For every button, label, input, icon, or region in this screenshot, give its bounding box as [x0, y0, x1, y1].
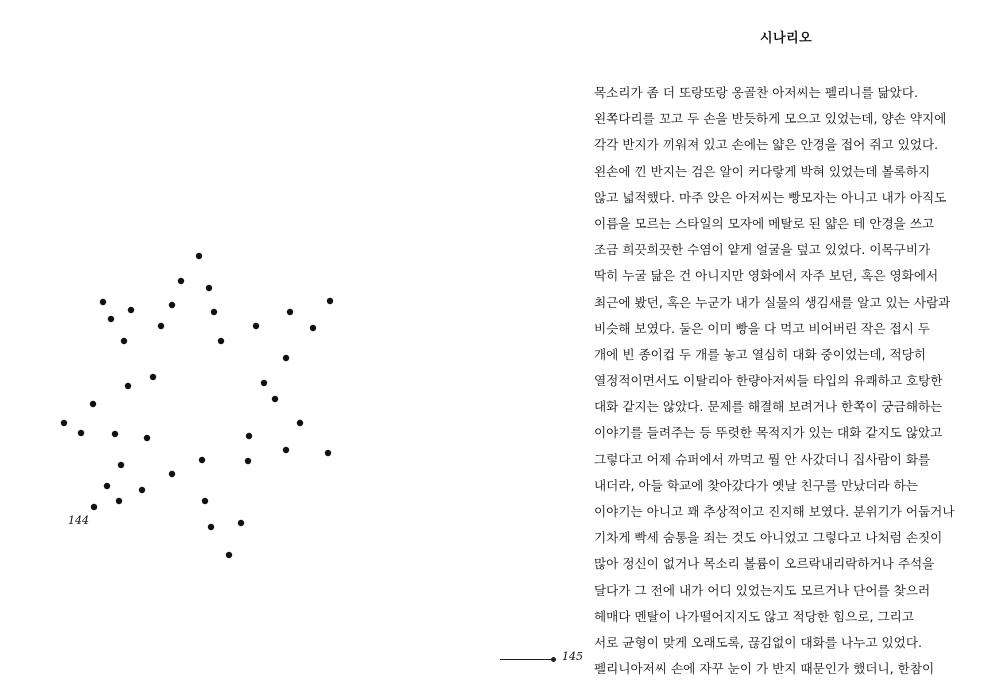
text-line: 열정적이면서도 이탈리아 한량아저씨들 타입의 유쾌하고 호탕한	[594, 373, 943, 389]
page-number-right: 145	[562, 650, 583, 663]
text-line: 이야기를 들려주는 등 뚜렷한 목적지가 있는 대화 같지도 않았고	[594, 425, 943, 441]
text-line: 헤매다 멘탈이 나가떨어지지도 않고 적당한 힘으로, 그리고	[594, 608, 914, 624]
illustration-dot	[199, 457, 205, 463]
illustration-dot	[202, 498, 208, 504]
illustration-dot	[327, 298, 333, 304]
text-line: 이야기는 아니고 꽤 추상적이고 진지해 보였다. 분위기가 어둡거나	[594, 504, 955, 519]
text-line: 최근에 봤던, 혹은 누군가 내가 실물의 생김새를 알고 있는 사람과	[594, 294, 951, 310]
illustration-dot	[283, 355, 289, 361]
illustration-dot	[125, 383, 131, 389]
illustration-dot	[121, 338, 127, 344]
text-line: 딱히 누굴 닮은 건 아니지만 영화에서 자주 보던, 혹은 영화에서	[594, 268, 939, 284]
illustration-dot	[158, 323, 164, 329]
illustration-dot	[116, 498, 122, 504]
illustration-dot	[238, 520, 244, 526]
illustration-dot	[245, 458, 251, 464]
illustration-dot	[253, 323, 259, 329]
illustration-dot	[325, 450, 331, 456]
text-line: 펠리니아저씨 손에 자꾸 눈이 가 반지 때문인가 했더니, 한참이	[594, 661, 935, 677]
illustration-dot	[112, 431, 118, 437]
illustration-dot	[261, 380, 267, 386]
illustration-dot	[104, 483, 110, 489]
text-line: 각각 반지가 끼워져 있고 손에는 얇은 안경을 접어 쥐고 있었다.	[594, 137, 939, 153]
illustration-dot	[196, 253, 202, 259]
text-line: 내더라, 아들 학교에 찾아갔다가 옛날 친구를 만났더라 하는	[594, 477, 918, 493]
illustration-dot	[150, 374, 156, 380]
illustration-dot	[118, 462, 124, 468]
text-line: 그렇다고 어제 슈퍼에서 까먹고 뭘 안 사갔더니 집사람이 화를	[594, 451, 931, 467]
illustration-dot	[208, 524, 214, 530]
text-line: 비슷해 보였다. 둘은 이미 빵을 다 먹고 비어버린 작은 접시 두	[594, 320, 931, 336]
illustration-dot	[283, 447, 289, 453]
illustration-dot	[218, 338, 224, 344]
text-line: 달다가 그 전에 내가 어디 있었는지도 모르거나 단어를 찾으러	[594, 582, 931, 598]
text-line: 왼손에 낀 반지는 검은 알이 커다랗게 박혀 있었는데 볼록하지	[594, 163, 931, 179]
illustration-dot	[90, 401, 96, 407]
text-line: 목소리가 좀 더 또랑또랑 옹골찬 아저씨는 펠리니를 닮았다.	[594, 85, 918, 100]
text-line: 조금 희끗희끗한 수염이 얕게 얼굴을 덮고 있었다. 이목구비가	[594, 242, 931, 258]
text-line: 서로 균형이 맞게 오래도록, 끊김없이 대화를 나누고 있었다.	[594, 634, 923, 650]
illustration-dot	[211, 309, 217, 315]
illustration-dot	[297, 420, 303, 426]
illustration-dot	[169, 471, 175, 477]
page-number-left: 144	[68, 514, 89, 527]
text-line: 않고 넓적했다. 마주 앉은 아저씨는 빵모자는 아니고 내가 아직도	[594, 189, 947, 205]
text-line: 이름을 모르는 스타일의 모자에 메탈로 된 얇은 테 안경을 쓰고	[594, 215, 935, 231]
body-text	[594, 80, 994, 682]
illustration-dot	[128, 307, 134, 313]
illustration-dot	[144, 435, 150, 441]
illustration-dot	[310, 325, 316, 331]
text-line: 기차게 빡세 숨통을 죄는 것도 아니었고 그렇다고 나처럼 손짓이	[594, 530, 943, 546]
illustration-dot	[246, 433, 252, 439]
text-line: 대화 같지는 않았다. 문제를 해결해 보려거나 한쪽이 궁금해하는	[594, 399, 943, 415]
illustration-dot	[139, 487, 145, 493]
footer-bullet	[551, 657, 556, 662]
illustration-dot	[61, 420, 67, 426]
illustration-dot	[169, 302, 175, 308]
text-line: 왼쪽다리를 꼬고 두 손을 반듯하게 모으고 있었는데, 양손 약지에	[594, 111, 947, 127]
text-line: 많아 정신이 없거나 목소리 볼륨이 오르락내리락하거나 주석을	[594, 556, 935, 572]
illustration-dot	[226, 552, 232, 558]
illustration-dot	[100, 299, 106, 305]
illustration-dot	[206, 285, 212, 291]
footer-rule	[500, 659, 552, 660]
illustration-dot	[108, 316, 114, 322]
text-line: 개에 빈 종이컵 두 개를 놓고 열심히 대화 중이었는데, 적당히	[594, 346, 927, 362]
illustration-dot	[287, 309, 293, 315]
illustration-dot	[178, 278, 184, 284]
illustration-dot	[91, 504, 97, 510]
illustration-dot	[78, 430, 84, 436]
running-header: 시나리오	[760, 31, 813, 46]
illustration-dot	[272, 396, 278, 402]
